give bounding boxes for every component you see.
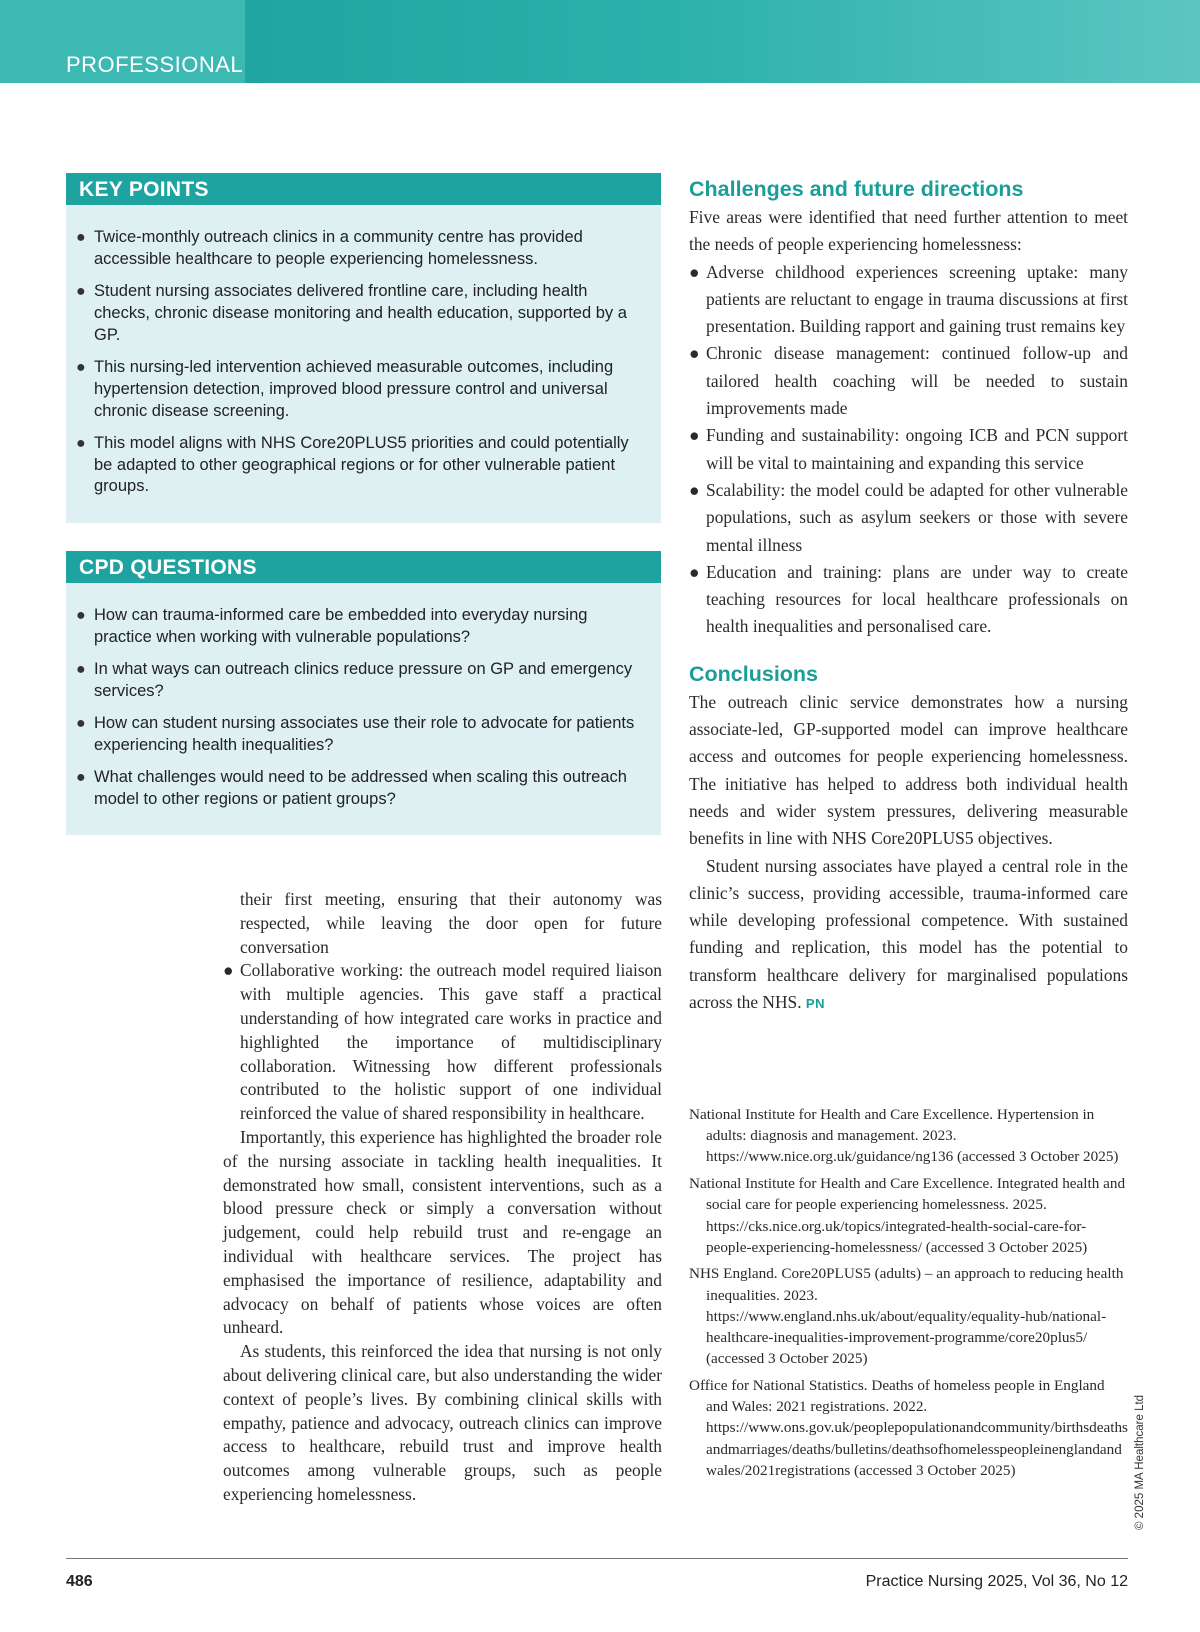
challenge-item: ● Chronic disease management: continued follow-up and tailored health coaching will be needed to sustain improvements made [689,340,1128,422]
bullet-icon: ● [76,715,86,733]
footer-divider [66,1558,1128,1559]
continuation-text: their first meeting, ensuring that their autonomy was respected, while leaving the door open for future conversation [240,889,662,957]
reference-item: National Institute for Health and Care Excellence. Hypertension in adults: diagnosis and management. 2023. https://www.nice.org.uk/guidance/ng136 (accessed 3 October 2025) [689,1106,1119,1166]
section-label: PROFESSIONAL [66,52,244,77]
bullet-icon: ● [76,358,86,376]
key-points-list [66,205,661,498]
cpd-question-item: ● How can trauma-informed care be embedded into everyday nursing practice when working with vulnerable populations? [76,606,588,646]
bullet-icon: ● [76,283,86,301]
bullet-icon: ● [76,607,86,624]
journal-citation: Practice Nursing 2025, Vol 36, No 12 [865,1573,1128,1590]
challenge-item: ● Adverse childhood experiences screening uptake: many patients are reluctant to engage in trauma discussions at first presentation. Building rapport and gaining trust remains key [689,259,1128,341]
bullet-icon: ● [76,661,86,679]
key-point-item: ● Student nursing associates delivered frontline care, including health checks, chronic disease monitoring and health education, supported by a GP. [76,282,627,344]
cpd-question-item: ● How can student nursing associates use their role to advocate for patients experiencing health inequalities? [76,714,635,754]
right-body-column [689,176,1128,1017]
cpd-questions-title: CPD QUESTIONS [66,551,661,583]
collaborative-working-bullet: ● Collaborative working: the outreach model required liaison with multiple agencies. This gave staff a practical understanding of how integrated care works in practice and highlighted the importance of multidisciplinary collaboration. Witnessing how different professionals contributed to the holistic support of one individual reinforced the value of shared responsibility in healthcare. [223,960,662,1124]
cpd-question-item: ● In what ways can outreach clinics reduce pressure on GP and emergency services? [76,660,633,700]
challenges-heading: Challenges and future directions [689,177,1024,201]
end-mark: PN [805,996,825,1012]
bullet-icon: ● [689,561,700,582]
key-points-box [66,173,661,523]
cpd-questions-list [66,583,661,811]
challenges-intro: Five areas were identified that need further attention to meet the needs of people experiencing homelessness: [689,207,1128,255]
challenge-item: ● Scalability: the model could be adapted for other vulnerable populations, such as asylum seekers or those with severe mental illness [689,477,1128,559]
reference-item: Office for National Statistics. Deaths of homeless people in England and Wales: 2021 registrations. 2022. https://www.ons.gov.uk/peoplepopulationandcommunity/birthsdeathsandmarriages/deaths/bulletins/deathsofhomelesspeopleinenglandandwales/2021registrations (accessed 3 October 2025) [689,1376,1128,1479]
key-point-item: ● This model aligns with NHS Core20PLUS5 priorities and could potentially be adapted to other geographical regions or for other vulnerable patient groups. [76,433,629,496]
reference-list [689,1104,1128,1486]
bullet-icon: ● [689,479,700,500]
cpd-questions-box [66,551,661,835]
bullet-icon: ● [689,425,700,446]
key-point-item: ● This nursing-led intervention achieved measurable outcomes, including hypertension detection, improved blood pressure control and universal chronic disease screening. [76,357,614,420]
copyright-notice: © 2025 MA Healthcare Ltd [1134,1394,1146,1530]
left-body-column [223,888,662,1507]
challenge-item: ● Education and training: plans are under way to create teaching resources for local healthcare professionals on health inequalities and personalised care. [689,559,1128,641]
bullet-icon: ● [689,343,700,364]
challenges-list [689,259,1128,641]
challenge-item: ● Funding and sustainability: ongoing ICB and PCN support will be vital to maintaining and expanding this service [689,422,1128,477]
conclusions-paragraph: The outreach clinic service demonstrates how a nursing associate-led, GP-supported model can improve healthcare access and outcomes for people experiencing homelessness. The initiative has helped to address both individual health needs and wider system pressures, delivering measurable benefits in line with NHS Core20PLUS5 objectives. [689,691,1128,849]
key-points-title: KEY POINTS [66,173,661,205]
page-number: 486 [66,1573,93,1590]
reference-item: NHS England. Core20PLUS5 (adults) – an approach to reducing health inequalities. 2023. https://www.england.nhs.uk/about/equality/equality-hub/national-healthcare-inequalities-improvement-programme/core20plus5/ (accessed 3 October 2025) [689,1265,1124,1368]
bullet-icon: ● [76,229,86,246]
bullet-icon: ● [689,261,700,282]
key-point-item: ● Twice-monthly outreach clinics in a community centre has provided accessible healthcare to people experiencing homelessness. [76,228,583,268]
cpd-question-item: ● What challenges would need to be addressed when scaling this outreach model to other regions or patient groups? [76,768,627,809]
body-paragraph: As students, this reinforced the idea that nursing is not only about delivering clinical care, but also understanding the wider context of people’s lives. By combining clinical skills with empathy, patience and advocacy, outreach clinics can improve access to healthcare, rebuild trust and improve health outcomes among vulnerable groups, such as people experiencing homelessness. [223,1341,662,1504]
bullet-icon: ● [76,769,86,787]
body-paragraph: Importantly, this experience has highlighted the broader role of the nursing associate in tackling health inequalities. It demonstrated how small, consistent interventions, such as a blood pressure check or simply a conversation without judgement, could help rebuild trust and re-engage an individual with healthcare services. The project has emphasised the importance of resilience, adaptability and advocacy on behalf of patients whose voices are often unheard. [223,1126,662,1338]
bullet-icon: ● [76,434,86,452]
conclusions-paragraph: Student nursing associates have played a central role in the clinic’s success, providing accessible, trauma-informed care while developing professional competence. With sustained funding and replication, this model has the potential to transform healthcare delivery for marginalised populations across the NHS. PN [689,855,1128,1013]
conclusions-heading: Conclusions [689,661,819,686]
bullet-icon: ● [223,960,234,981]
reference-item: National Institute for Health and Care Excellence. Integrated health and social care for people experiencing homelessness. 2025. https://cks.nice.org.uk/topics/integrated-health-social-care-for-people-experiencing-homelessness/ (accessed 3 October 2025) [689,1175,1126,1256]
